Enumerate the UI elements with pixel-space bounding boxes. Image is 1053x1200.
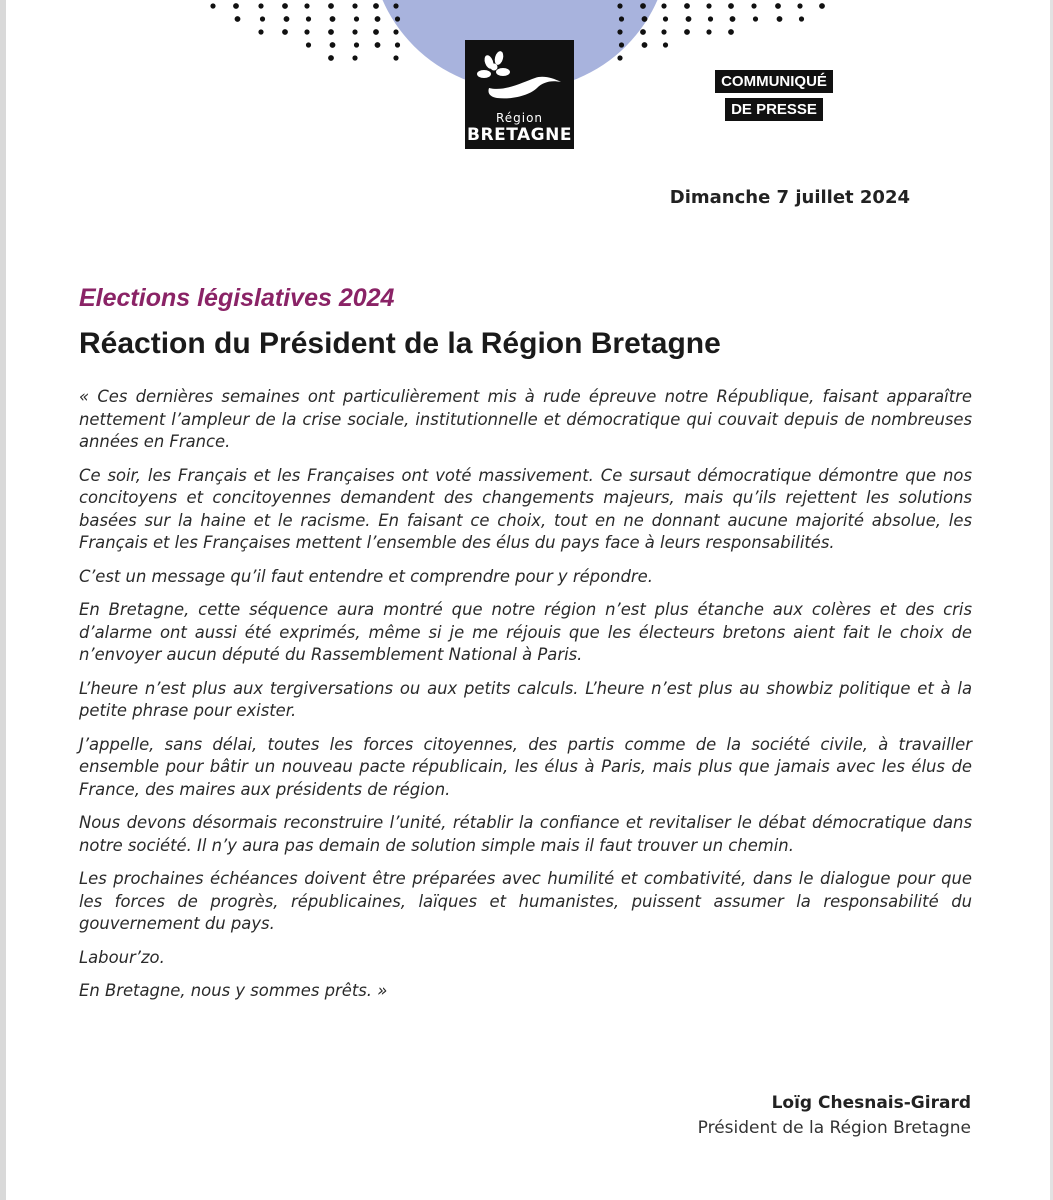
decorative-dot (395, 42, 400, 47)
decorative-dot (728, 3, 734, 9)
decorative-dot (282, 29, 288, 35)
page-edge-left (0, 0, 6, 1200)
decorative-dot (260, 16, 265, 21)
paragraph: « Ces dernières semaines ont particulièrement mis à rude épreuve notre République, faisant apparaître nettement l’ampleur de la crise sociale, institutionnelle et démocratique qui couvait depuis de nombreuses années en France. (79, 387, 972, 451)
decorative-dot (393, 3, 398, 8)
signatory-role: Président de la Région Bretagne (697, 1118, 971, 1138)
decorative-dot (233, 3, 239, 9)
decorative-dot (373, 3, 379, 9)
decorative-dot (258, 3, 263, 8)
decorative-dot (706, 29, 711, 34)
decorative-dot (799, 16, 804, 21)
signature-block (698, 1090, 971, 1140)
decorative-dot (330, 16, 336, 22)
decorative-dot (819, 3, 825, 9)
decorative-dot (640, 29, 646, 35)
decorative-dot (330, 42, 336, 48)
decorative-dot (328, 29, 334, 35)
decorative-dot (352, 3, 357, 8)
decorative-dot (375, 16, 381, 22)
decorative-dot (777, 16, 783, 22)
decorative-dot (730, 16, 736, 22)
press-label-line2: DE PRESSE (725, 98, 823, 121)
paragraph: Ce soir, les Français et les Françaises ont voté massivement. Ce sursaut démocratique démontre que nos concitoyens et concitoyennes demandent des changements majeurs, mais qu’ils rejettent les solutions basées sur la haine et le racisme. En faisant ce choix, tout en ne donnant aucune majorité absolue, les Français et les Françaises mettent l’ensemble des élus du pays face à leurs responsabilités. (79, 465, 972, 552)
decorative-dot (352, 55, 357, 60)
document-subtitle: Elections législatives 2024 (79, 284, 395, 312)
paragraph: Nous devons désormais reconstruire l’unité, rétablir la confiance et revitaliser le débat démocratique dans notre société. Il n’y aura pas demain de solution simple mais il faut trouver un chemin. (79, 813, 972, 855)
ermine-icon (475, 48, 565, 110)
release-date: Dimanche 7 juillet 2024 (669, 187, 910, 208)
decorative-dot (375, 42, 381, 48)
decorative-dot (686, 16, 692, 22)
decorative-dot (706, 3, 711, 8)
decorative-dot (306, 16, 311, 21)
decorative-dot (210, 3, 215, 8)
decorative-dot (617, 3, 622, 8)
paragraph: C’est un message qu’il faut entendre et comprendre pour y répondre. (79, 566, 653, 586)
paragraph: L’heure n’est plus aux tergiversations ou aux petits calculs. L’heure n’est plus au showbiz politique et à la petite phrase pour exister. (79, 678, 972, 720)
decorative-dot (258, 29, 263, 34)
decorative-dot (352, 29, 357, 34)
document-title: Réaction du Président de la Région Bretagne (79, 327, 721, 360)
paragraph: En Bretagne, cette séquence aura montré que notre région n’est plus étanche aux colères et des cris d’alarme ont aussi été exprimés, même si je me réjouis que les électeurs bretons aient fait le choix de n’envoyer aucun député du Rassemblement National à Paris. (79, 600, 972, 664)
press-label-line1: COMMUNIQUÉ (715, 70, 833, 93)
decorative-dot (304, 29, 309, 34)
decorative-dot (373, 29, 379, 35)
decorative-dot (663, 16, 668, 21)
decorative-dot (642, 42, 648, 48)
decorative-dot (395, 16, 400, 21)
decorative-dot (775, 3, 781, 9)
decorative-dot (354, 42, 359, 47)
decorative-dot (640, 3, 646, 9)
decorative-dot (306, 42, 311, 47)
decorative-dot (393, 55, 398, 60)
decorative-dot (684, 3, 690, 9)
paragraph: Labour’zo. (79, 947, 165, 967)
decorative-dot (619, 16, 624, 21)
decorative-dot (328, 55, 334, 61)
paragraph: Les prochaines échéances doivent être préparées avec humilité et combativité, dans le dialogue pour que les forces de progrès, républicaines, laïques et humanistes, puissent assumer la responsabilité du gouvernement du pays. (79, 869, 972, 933)
decorative-dot (684, 29, 690, 35)
decorative-dot (235, 16, 241, 22)
logo-region-text: Région (495, 111, 544, 125)
decorative-dot (708, 16, 713, 21)
decorative-dot (753, 16, 758, 21)
paragraph: En Bretagne, nous y sommes prêts. » (79, 981, 388, 1000)
statement-body (79, 386, 972, 1014)
decorative-dot (663, 42, 668, 47)
decorative-dot (393, 29, 398, 34)
decorative-dot (354, 16, 359, 21)
decorative-dot (751, 3, 756, 8)
decorative-dot (304, 3, 309, 8)
dot-pattern-left (210, 3, 400, 61)
decorative-dot (284, 16, 290, 22)
decorative-dot (617, 55, 622, 60)
decorative-dot (797, 3, 802, 8)
decorative-dot (328, 3, 334, 9)
decorative-dot (661, 3, 666, 8)
decorative-dot (282, 3, 288, 9)
communique-de-presse-badge (704, 70, 844, 121)
logo-bretagne-text: BRETAGNE (467, 125, 572, 145)
decorative-dot (642, 16, 648, 22)
signatory-name: Loïg Chesnais-Girard (771, 1093, 971, 1113)
decorative-dot (661, 29, 666, 34)
decorative-dot (728, 29, 734, 35)
decorative-dot (617, 29, 622, 34)
paragraph: J’appelle, sans délai, toutes les forces citoyennes, des partis comme de la société civile, à travailler ensemble pour bâtir un nouveau pacte républicain, les élus à Paris, mais plus que jamais avec les élus de France, des maires aux présidents de région. (79, 734, 972, 799)
decorative-dot (619, 42, 624, 47)
region-bretagne-logo (465, 40, 574, 149)
